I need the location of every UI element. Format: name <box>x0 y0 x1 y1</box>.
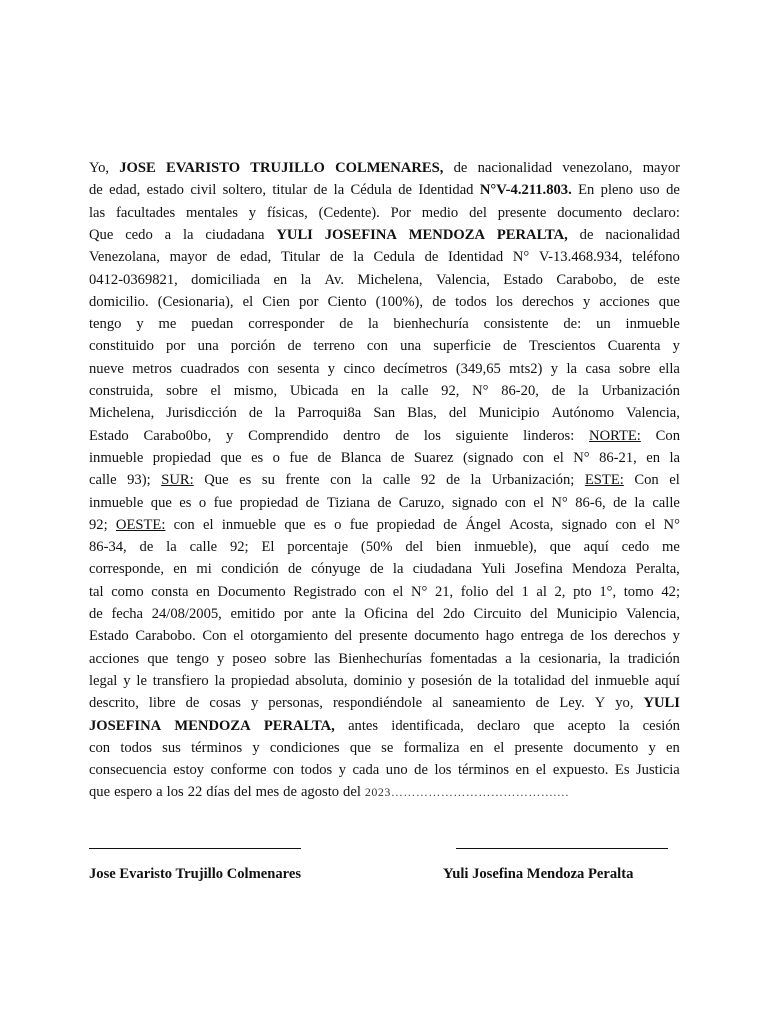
document-line: Michelena, Jurisdicción de la Parroqui8a San Blas, del Municipio Autónomo Valencia, <box>89 405 680 422</box>
document-line: JOSEFINA MENDOZA PERALTA, antes identificada, declaro que acepto la cesión <box>89 717 680 734</box>
document-line: consecuencia estoy conforme con todos y cada uno de los términos en el expuesto. Es Justicia <box>89 762 680 779</box>
document-line: calle 93); SUR: Que es su frente con la calle 92 de la Urbanización; ESTE: Con el <box>89 472 680 489</box>
document-line: Estado Carabo0bo, y Comprendido dentro de los siguiente linderos: NORTE: Con <box>89 427 680 444</box>
document-line: descrito, libre de cosas y personas, respondiéndole al saneamiento de Ley. Y yo, YULI <box>89 695 680 712</box>
document-line: nueve metros cuadrados con sesenta y cinco decímetros (349,65 mts2) y la casa sobre ella <box>89 360 680 377</box>
document-line: 86-34, de la calle 92; El porcentaje (50% del bien inmueble), que aquí cedo me <box>89 539 680 556</box>
document-line: que espero a los 22 días del mes de agosto del 2023………………………………….… <box>89 784 570 801</box>
left-signatory-name: Jose Evaristo Trujillo Colmenares <box>89 866 302 882</box>
document-line: Estado Carabobo. Con el otorgamiento del presente documento hago entrega de los derechos y <box>89 628 680 645</box>
document-line: de fecha 24/08/2005, emitido por ante la Oficina del 2do Circuito del Municipio Valencia, <box>89 606 680 622</box>
document-line: 92; OESTE: con el inmueble que es o fue propiedad de Ángel Acosta, signado con el N° <box>89 516 680 533</box>
document-line: inmueble que es o fue propiedad de Tiziana de Caruzo, signado con el N° 86-6, de la calle <box>89 494 680 511</box>
document-line: 0412-0369821, domiciliada en la Av. Michelena, Valencia, Estado Carabobo, de este <box>89 271 680 288</box>
document-line: Venezolana, mayor de edad, Titular de la Cedula de Identidad N° V-13.468.934, teléfono <box>89 249 680 266</box>
document-line: inmueble propiedad que es o fue de Blanca de Suarez (signado con el N° 86-21, en la <box>89 449 680 466</box>
left-signature-line <box>89 848 301 849</box>
document-line: construida, sobre el mismo, Ubicada en la calle 92, N° 86-20, de la Urbanización <box>89 383 680 399</box>
document-line: de edad, estado civil soltero, titular de la Cédula de Identidad N°V-4.211.803. En pleno uso de <box>89 182 680 199</box>
document-line: acciones que tengo y poseo sobre las Bienhechurías fomentadas a la cesionaria, la tradición <box>89 650 680 667</box>
document-line: las facultades mentales y físicas, (Cedente). Por medio del presente documento declaro: <box>89 204 680 221</box>
document-line: Que cedo a la ciudadana YULI JOSEFINA MENDOZA PERALTA, de nacionalidad <box>89 226 680 243</box>
document-line: domicilio. (Cesionaria), el Cien por Ciento (100%), de todos los derechos y acciones que <box>89 293 680 310</box>
right-signature-line <box>456 848 668 849</box>
document-line: Yo, JOSE EVARISTO TRUJILLO COLMENARES, de nacionalidad venezolano, mayor <box>89 160 680 176</box>
document-line: corresponde, en mi condición de cónyuge de la ciudadana Yuli Josefina Mendoza Peralta, <box>89 561 680 578</box>
document-line: constituido por una porción de terreno con una superficie de Trescientos Cuarenta y <box>89 338 680 355</box>
right-signatory-name: Yuli Josefina Mendoza Peralta <box>443 866 634 882</box>
document-line: tal como consta en Documento Registrado con el N° 21, folio del 1 al 2, pto 1°, tomo 42; <box>89 583 680 600</box>
document-line: legal y le transfiero la propiedad absoluta, dominio y posesión de la totalidad del inmueble aquí <box>89 672 680 689</box>
document-line: tengo y me puedan corresponder de la bienhechuría consistente de: un inmueble <box>89 316 680 333</box>
document-line: con todos sus términos y condiciones que se formaliza en el presente documento y en <box>89 739 680 756</box>
